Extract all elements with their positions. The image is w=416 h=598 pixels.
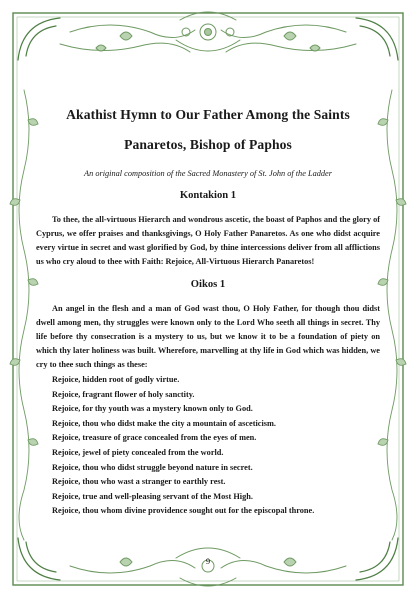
rejoice-line: Rejoice, jewel of piety concealed from the world. bbox=[52, 447, 224, 457]
rejoice-line: Rejoice, true and well-pleasing servant of the Most High. bbox=[52, 491, 253, 501]
rejoice-line: Rejoice, thou who didst make the city a mountain of asceticism. bbox=[52, 418, 276, 428]
rejoice-line: Rejoice, for thy youth was a mystery known only to God. bbox=[52, 404, 253, 414]
rejoice-list bbox=[36, 373, 380, 519]
rejoice-line: Rejoice, treasure of grace concealed from the eyes of men. bbox=[52, 433, 257, 443]
rejoice-line: Rejoice, hidden root of godly virtue. bbox=[52, 375, 180, 384]
oikos-heading: Oikos 1 bbox=[190, 279, 226, 290]
oikos-text: An angel in the flesh and a man of God wast thou, O Holy Father, for though thou didst dwell among men, thy struggles were known only to the Lord Who seeth all things in secret. Thy life before thy consecration is a mystery to us, but we know it to be a foundation of piety on which thy later holiness was built. Wherefore, marvelling at thy life in God which was hidden, we cry to thee such things as these: bbox=[36, 304, 380, 369]
page-number: 9 bbox=[205, 556, 211, 566]
subtitle: An original composition of the Sacred Monastery of St. John of the Ladder bbox=[84, 169, 332, 178]
kontakion-heading: Kontakion 1 bbox=[179, 190, 237, 201]
page-title: Akathist Hymn to Our Father Among the Saints Panaretos, Bishop of Paphos bbox=[66, 107, 350, 152]
rejoice-line: Rejoice, thou who didst struggle beyond nature in secret. bbox=[52, 462, 253, 472]
rejoice-line: Rejoice, fragrant flower of holy sanctity. bbox=[52, 389, 195, 399]
page-content bbox=[36, 100, 380, 570]
rejoice-line: Rejoice, thou who wast a stranger to earthly rest. bbox=[52, 477, 226, 487]
kontakion-text: To thee, the all-virtuous Hierarch and wondrous ascetic, the boast of Paphos and the glory of Cyprus, we offer praises and thanksgivings, O Holy Father Panaretos. As one who didst acquire every virtue in secret and wast glorified by God, by thine intercessions deliver from all afflictions us who cry aloud to thee with Faith: Rejoice, All-Virtuous Hierarch Panaretos! bbox=[36, 215, 380, 266]
rejoice-line: Rejoice, thou whom divine providence sought out for the episcopal throne. bbox=[52, 506, 315, 516]
